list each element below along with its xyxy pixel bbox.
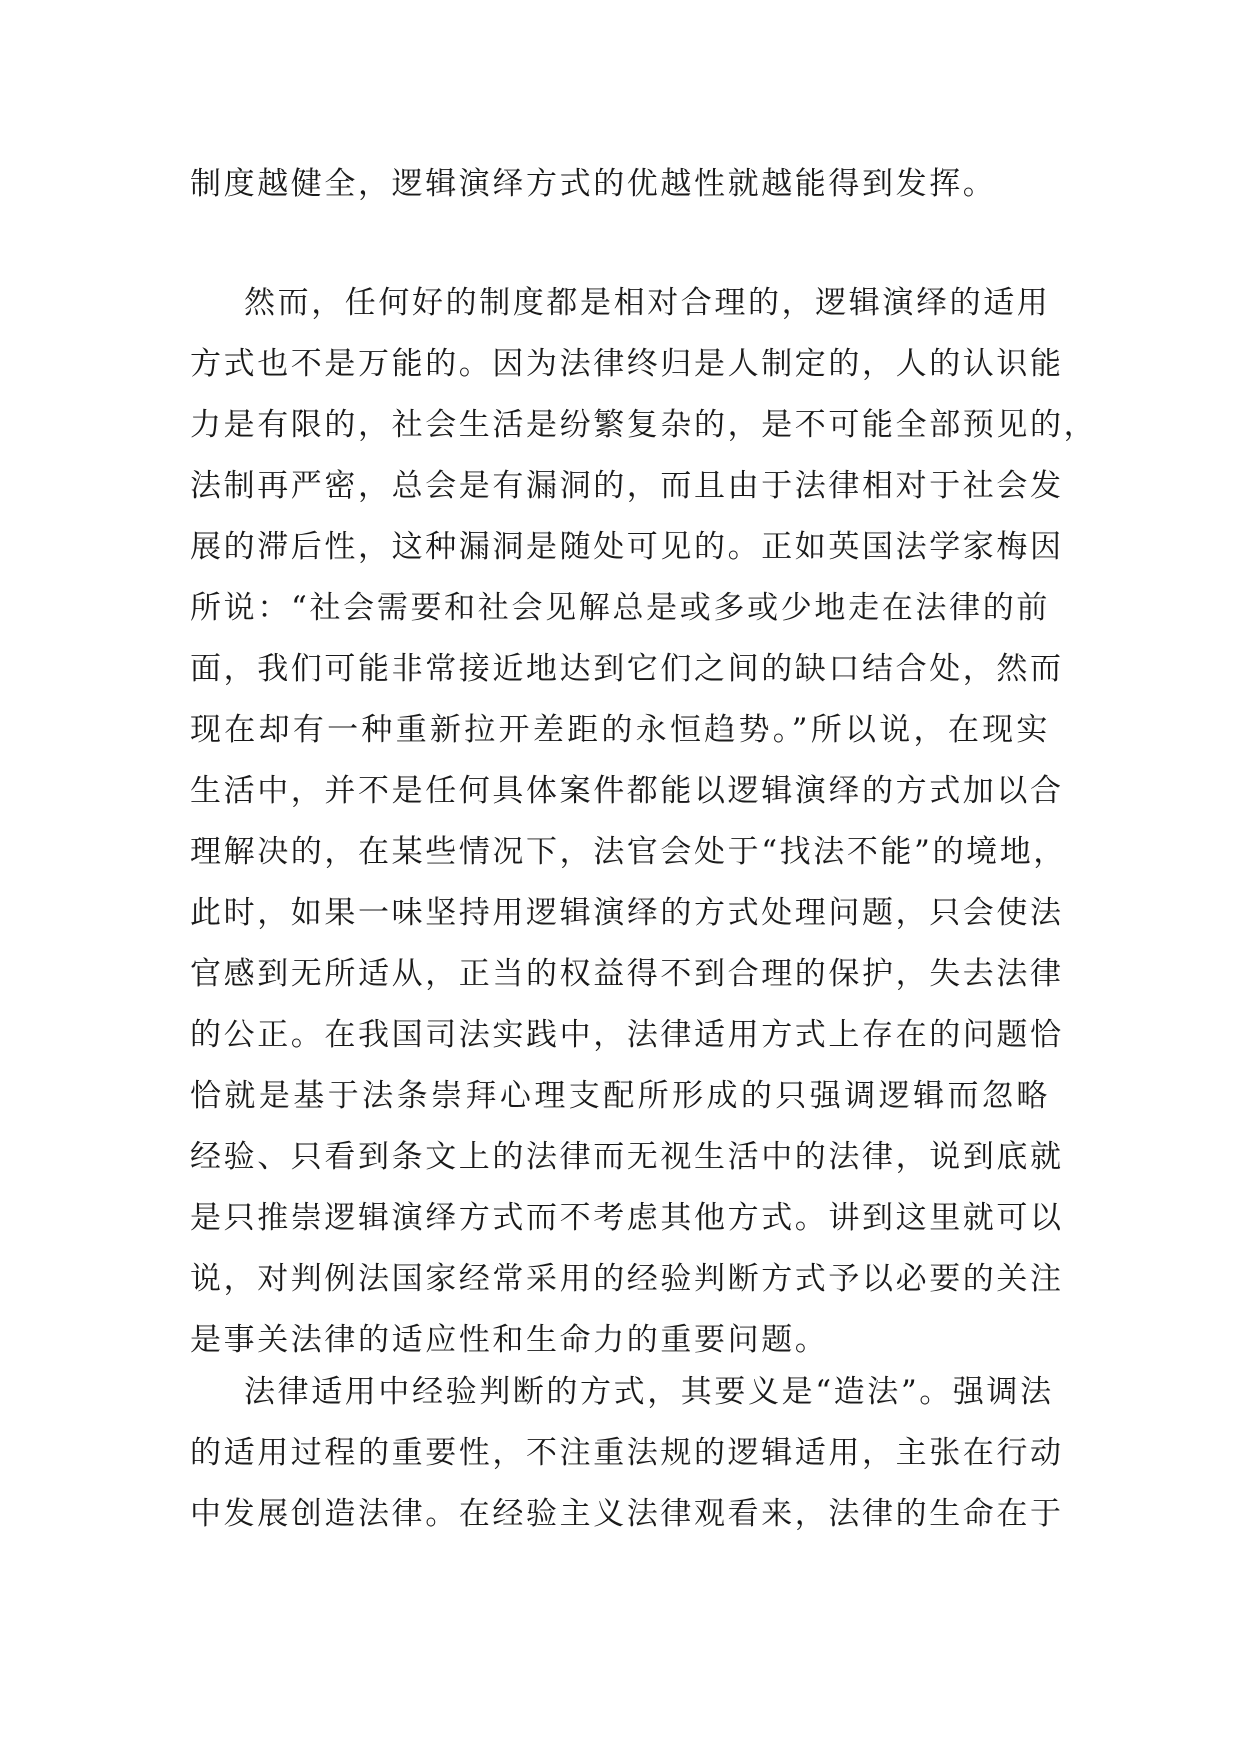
text-line: 制度越健全，逻辑演绎方式的优越性就越能得到发挥。 (190, 166, 997, 202)
text-line (190, 273, 1050, 334)
text-line: 的适用过程的重要性，不注重法规的逻辑适用，主张在行动 (190, 1435, 1064, 1471)
text-line: 的公正。在我国司法实践中，法律适用方式上存在的问题恰 (190, 1017, 1064, 1053)
text-line: 官感到无所适从，正当的权益得不到合理的保护，失去法律 (190, 956, 1064, 992)
text-line: 经验、只看到条文上的法律而无视生活中的法律，说到底就 (190, 1139, 1064, 1175)
text-line (190, 1362, 1054, 1423)
paragraph-3 (190, 1362, 1064, 1545)
text-line: 生活中，并不是任何具体案件都能以逻辑演绎的方式加以合 (190, 773, 1064, 809)
text-line: 理解决的，在某些情况下，法官会处于“找法不能”的境地， (190, 834, 1067, 870)
text-line-content: 法律适用中经验判断的方式，其要义是“造法”。强调法 (244, 1374, 1054, 1410)
text-line: 面，我们可能非常接近地达到它们之间的缺口结合处，然而 (190, 651, 1064, 687)
text-line: 恰就是基于法条崇拜心理支配所形成的只强调逻辑而忽略 (190, 1078, 1050, 1114)
text-line: 所说：“社会需要和社会见解总是或多或少地走在法律的前 (190, 590, 1050, 626)
paragraph-1 (190, 154, 1050, 215)
text-line: 力是有限的，社会生活是纷繁复杂的，是不可能全部预见的， (190, 407, 1098, 443)
text-line: 中发展创造法律。在经验主义法律观看来，法律的生命在于 (190, 1496, 1064, 1532)
paragraph-2 (190, 273, 1098, 1371)
text-line: 展的滞后性，这种漏洞是随处可见的。正如英国法学家梅因 (190, 529, 1064, 565)
text-line-content: 然而，任何好的制度都是相对合理的，逻辑演绎的适用 (244, 285, 1051, 321)
text-line: 是事关法律的适应性和生命力的重要问题。 (190, 1322, 829, 1358)
text-line: 此时，如果一味坚持用逻辑演绎的方式处理问题，只会使法 (190, 895, 1064, 931)
text-line: 是只推崇逻辑演绎方式而不考虑其他方式。讲到这里就可以 (190, 1200, 1064, 1236)
text-line: 法制再严密，总会是有漏洞的，而且由于法律相对于社会发 (190, 468, 1064, 504)
text-line: 说，对判例法国家经常采用的经验判断方式予以必要的关注 (190, 1261, 1064, 1297)
text-line: 方式也不是万能的。因为法律终归是人制定的，人的认识能 (190, 346, 1064, 382)
text-line: 现在却有一种重新拉开差距的永恒趋势。”所以说，在现实 (190, 712, 1050, 748)
